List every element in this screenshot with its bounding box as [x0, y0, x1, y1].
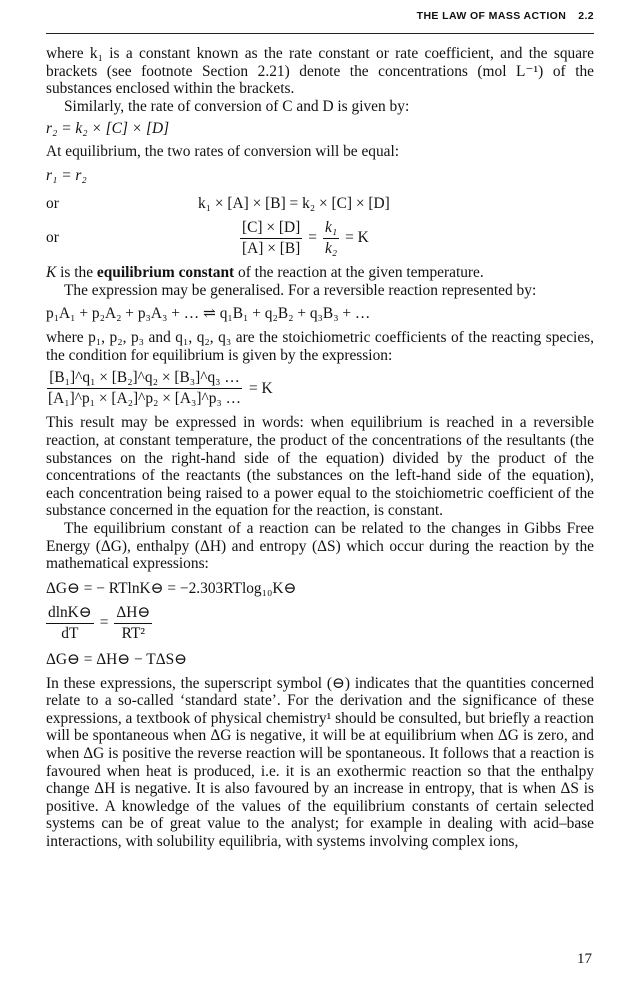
text-fragment: of the reaction at the given temperature.	[234, 263, 484, 281]
denominator: dT	[61, 624, 79, 642]
fraction-concentrations	[240, 219, 302, 258]
equation-r2: r₂ = k₂ × [C] × [D]	[46, 120, 170, 138]
header-rule	[46, 33, 594, 34]
paragraph-in-words: This result may be expressed in words: when equilibrium is reached in a reversible reaction, at constant temperature, the product of the concentrations of the resultants (the substances on the right-hand side of the equation) divided by the product of the concentrations of the reactants (the substances on the left-hand side of the equation), each concentration being raised to a power equal to the stoichiometric coefficient of the substance concerned in the equation for the reaction, is constant.	[46, 414, 594, 520]
paragraph-rate-cd: Similarly, the rate of conversion of C and D is given by:	[64, 97, 410, 115]
page-number: 17	[577, 951, 592, 967]
equation-general-k	[46, 369, 594, 408]
equation-body: k₁ × [A] × [B] = k₂ × [C] × [D]	[198, 194, 390, 212]
term-equilibrium-constant: equilibrium constant	[96, 263, 235, 281]
paragraph-stoichiometric: where p₁, p₂, p₃ and q₁, q₂, q₃ are the stoichiometric coefficients of the reacting species, the condition for equilibrium is given by the expression:	[46, 329, 594, 364]
denominator: k₂	[324, 239, 338, 257]
paragraph-gibbs: The equilibrium constant of a reaction can be related to the changes in Gibbs Free Energy (ΔG), enthalpy (ΔH) and entropy (ΔS) which occur during the reaction by the mathematical expressions:	[46, 519, 594, 573]
equals-k: = K	[345, 229, 369, 247]
k-symbol: K	[46, 263, 57, 281]
header-title: THE LAW OF MASS ACTION	[416, 10, 567, 22]
denominator: [A] × [B]	[242, 239, 301, 257]
equals-sign: =	[308, 229, 317, 247]
numerator: dlnK⊖	[46, 604, 94, 624]
equation-gibbs-k: ΔG⊖ = − RTlnK⊖ = −2.303RTlog₁₀K⊖	[46, 579, 297, 597]
denominator: RT²	[121, 624, 146, 642]
or-label: or	[46, 229, 59, 247]
running-header	[417, 10, 594, 22]
equation-van-t-hoff	[46, 604, 594, 643]
paragraph-standard-state: In these expressions, the superscript symbol (⊖) indicates that the quantities concerned relate to a so-called ‘standard state’. For the derivation and the significance of these expressions, a textbook of physical chemistry¹ should be consulted, but briefly a reaction will be spontaneous when ΔG is negative, it will be at equilibrium when ΔG is zero, and when ΔG is positive the reverse reaction will be spontaneous. It follows that a reaction is favoured when heat is produced, i.e. it is an exothermic reaction so that the enthalpy change ΔH is negative. It is also favoured by an increase in entropy, that is when ΔS is positive. A knowledge of the values of the equilibrium constants of certain selected systems can be of great value to the analyst; for example in dealing with acid–base interactions, with solubility equilibria, with systems involving complex ions,	[46, 674, 594, 851]
fraction-dlnk-dt	[46, 604, 94, 643]
paragraph-equilibrium-constant	[46, 264, 594, 282]
numerator: ΔH⊖	[114, 604, 152, 624]
paragraph-rate-constant: where k₁ is a constant known as the rate constant or rate coefficient, and the square brackets (see footnote Section 2.21) denote the concentrations (mol L⁻¹) of the substances enclosed within the brackets.	[46, 45, 594, 98]
body-text	[46, 45, 594, 851]
equals-k: = K	[249, 379, 273, 397]
equation-gibbs-helmholtz: ΔG⊖ = ΔH⊖ − TΔS⊖	[46, 650, 188, 668]
equation-general-reaction: p₁A₁ + p₂A₂ + p₃A₃ + … ⇌ q₁B₁ + q₂B₂ + q₃B₃ + …	[46, 305, 371, 323]
numerator: [B₁]^q₁ × [B₂]^q₂ × [B₃]^q₃ …	[47, 369, 241, 389]
fraction-dh-rt2	[114, 604, 152, 643]
numerator: k₁	[323, 219, 339, 239]
fraction-general	[46, 369, 243, 408]
paragraph-generalised: The expression may be generalised. For a reversible reaction represented by:	[64, 281, 537, 299]
equals-sign: =	[99, 614, 109, 632]
text-fragment: is the	[56, 263, 97, 281]
numerator: [C] × [D]	[240, 219, 302, 239]
denominator: [A₁]^p₁ × [A₂]^p₂ × [A₃]^p₃ …	[48, 390, 242, 408]
equation-r1-equals-r2: r₁ = r₂	[46, 166, 87, 184]
header-section-number: 2.2	[578, 10, 594, 22]
equation-rate-equality	[46, 195, 594, 213]
fraction-rate-constants	[323, 219, 339, 258]
paragraph-equilibrium: At equilibrium, the two rates of conversion will be equal:	[46, 143, 400, 161]
or-label: or	[46, 194, 59, 212]
equation-body	[198, 219, 369, 258]
equation-k-ratio	[46, 219, 594, 258]
